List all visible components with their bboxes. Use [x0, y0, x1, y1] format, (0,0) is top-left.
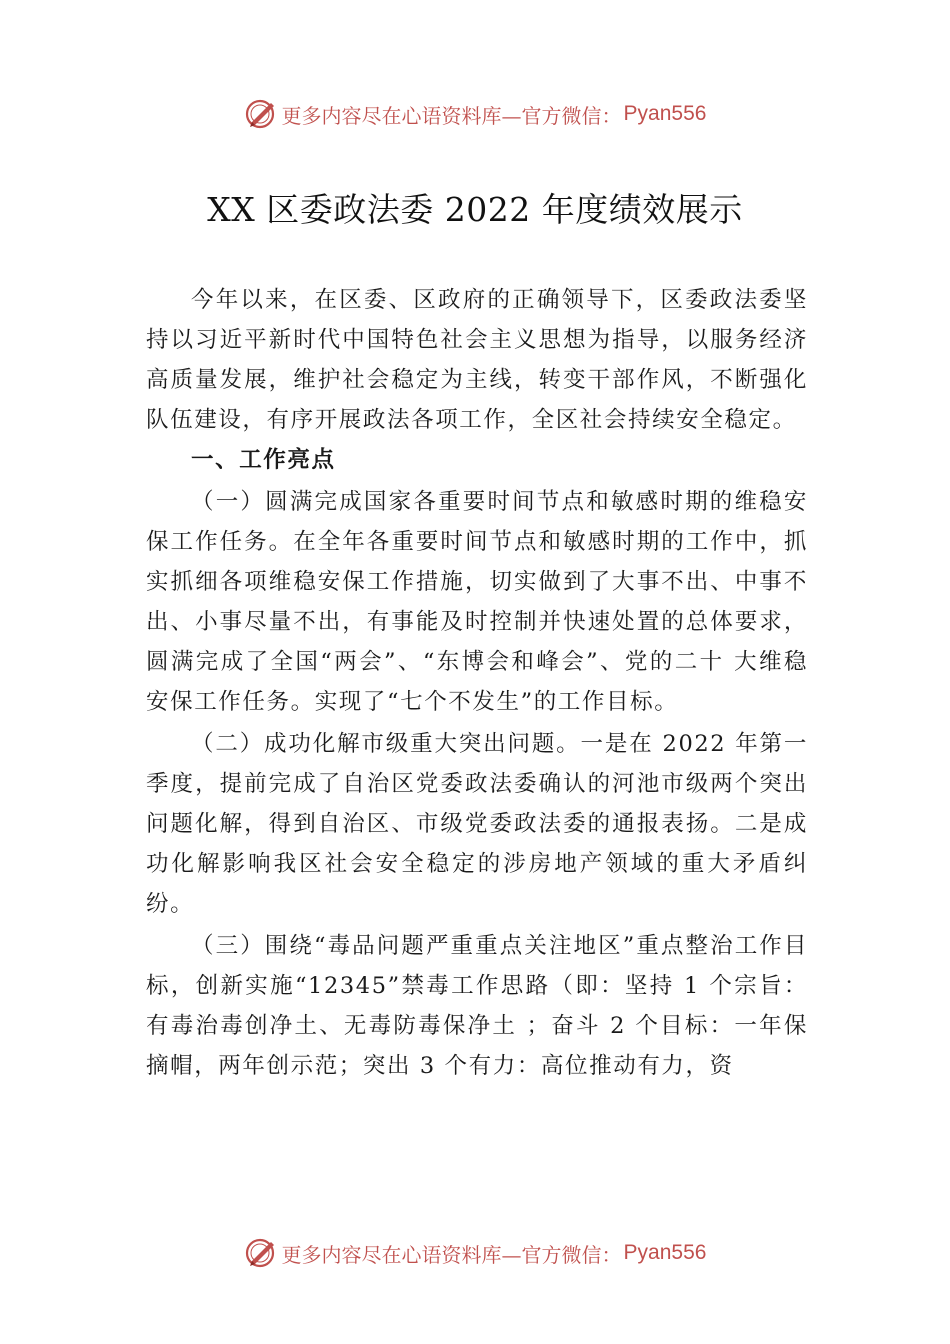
paragraph-intro: 今年以来，在区委、区政府的正确领导下，区委政法委坚持以习近平新时代中国特色社会主义思想为指导，以服务经济高质量发展，维护社会稳定为主线，转变干部作风，不断强化队伍建设，有序开展政法各项工作，全区社会持续安全稳定。	[146, 287, 808, 433]
document-title: XX 区委政法委 2022 年度绩效展示	[207, 190, 743, 229]
pen-logo-icon	[244, 1236, 278, 1270]
section-heading: 一、工作亮点	[191, 447, 336, 473]
watermark-wechat-id: Pyan556	[623, 102, 707, 125]
paragraph-item-1: （一）圆满完成国家各重要时间节点和敏感时期的维稳安保工作任务。在全年各重要时间节点和敏感时期的工作中，抓实抓细各项维稳安保工作措施，切实做到了大事不出、中事不出、小事尽量不出，有事能及时控制并快速处置的总体要求，圆满完成了全国“两会”、“东博会和峰会”、党的二十 大维稳安保工作任务。实现了“七个不发生”的工作目标。	[146, 489, 808, 715]
watermark-text: 更多内容尽在心语资料库—官方微信：	[281, 1242, 622, 1267]
watermark-header	[0, 94, 950, 134]
pen-logo-icon	[244, 97, 278, 131]
paragraph-item-2: （二）成功化解市级重大突出问题。一是在 2022 年第一季度，提前完成了自治区党委政法委确认的河池市级两个突出问题化解，得到自治区、市级党委政法委的通报表扬。二是成功化解影响我区社会安全稳定的涉房地产领域的重大矛盾纠纷。	[146, 731, 808, 917]
document-body	[146, 280, 808, 1086]
watermark-footer	[0, 1233, 950, 1273]
watermark-wechat-id: Pyan556	[623, 1241, 707, 1264]
watermark-text: 更多内容尽在心语资料库—官方微信：	[281, 103, 622, 128]
paragraph-item-3: （三）围绕“毒品问题严重重点关注地区”重点整治工作目标，创新实施“12345”禁毒工作思路（即：坚持 1 个宗旨：有毒治毒创净土、无毒防毒保净土 ；奋斗 2 个目标：一年保摘帽，两年创示范；突出 3 个有力：高位推动有力，资	[146, 933, 808, 1079]
